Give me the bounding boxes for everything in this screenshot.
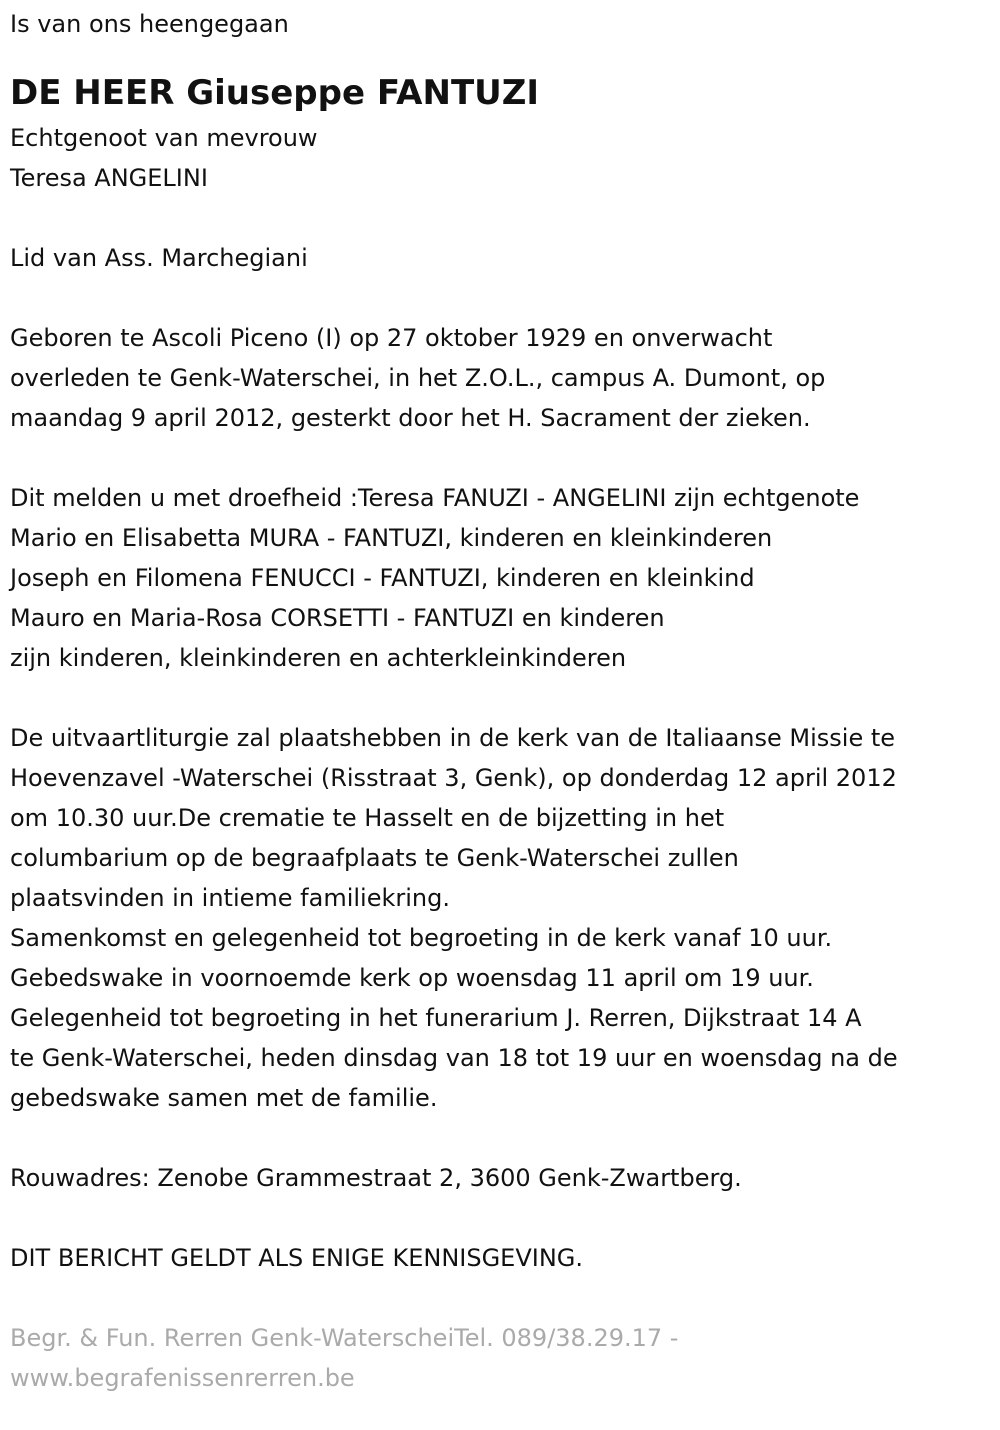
- birth-death-line: Geboren te Ascoli Piceno (I) op 27 oktober 1929 en onverwacht: [10, 324, 773, 352]
- membership-text: Lid van Ass. Marchegiani: [10, 244, 308, 272]
- funeral-line: De uitvaartliturgie zal plaatshebben in de kerk van de Italiaanse Missie te: [10, 724, 896, 752]
- footer-website-link[interactable]: www.begrafenissenrerren.be: [10, 1364, 355, 1392]
- funeral-block: [10, 718, 990, 1118]
- family-line: Joseph en Filomena FENUCCI - FANTUZI, kinderen en kleinkind: [10, 564, 755, 592]
- birth-death-block: [10, 318, 990, 438]
- funeral-line: Gelegenheid tot begroeting in het funerarium J. Rerren, Dijkstraat 14 A: [10, 1004, 862, 1032]
- spouse-line: Echtgenoot van mevrouw: [10, 124, 318, 152]
- family-line: Dit melden u met droefheid :Teresa FANUZI - ANGELINI zijn echtgenote: [10, 484, 860, 512]
- funeral-line: columbarium op de begraafplaats te Genk-Waterschei zullen: [10, 844, 739, 872]
- funeral-line: Gebedswake in voornoemde kerk op woensdag 11 april om 19 uur.: [10, 964, 814, 992]
- birth-death-line: maandag 9 april 2012, gesterkt door het H. Sacrament der zieken.: [10, 404, 811, 432]
- funeral-line: om 10.30 uur.De crematie te Hasselt en de bijzetting in het: [10, 804, 725, 832]
- deceased-name: DE HEER Giuseppe FANTUZI: [10, 73, 540, 113]
- official-notice: DIT BERICHT GELDT ALS ENIGE KENNISGEVING.: [10, 1244, 584, 1272]
- funeral-line: gebedswake samen met de familie.: [10, 1084, 438, 1112]
- family-block: [10, 478, 990, 678]
- spouse-block: [10, 118, 990, 198]
- funeral-line: Samenkomst en gelegenheid tot begroeting in de kerk vanaf 10 uur.: [10, 924, 833, 952]
- family-line: Mario en Elisabetta MURA - FANTUZI, kinderen en kleinkinderen: [10, 524, 773, 552]
- family-line: Mauro en Maria-Rosa CORSETTI - FANTUZI en kinderen: [10, 604, 665, 632]
- footer-line: Begr. & Fun. Rerren Genk-WaterscheiTel. 089/38.29.17 -: [10, 1324, 679, 1352]
- funeral-line: Hoevenzavel -Waterschei (Risstraat 3, Genk), op donderdag 12 april 2012: [10, 764, 897, 792]
- birth-death-line: overleden te Genk-Waterschei, in het Z.O.L., campus A. Dumont, op: [10, 364, 826, 392]
- mourning-address: Rouwadres: Zenobe Grammestraat 2, 3600 Genk-Zwartberg.: [10, 1164, 742, 1192]
- funeral-line: te Genk-Waterschei, heden dinsdag van 18 tot 19 uur en woensdag na de: [10, 1044, 898, 1072]
- intro-text: Is van ons heengegaan: [10, 10, 289, 38]
- spouse-line: Teresa ANGELINI: [10, 164, 208, 192]
- funeral-home-footer: [10, 1318, 990, 1398]
- funeral-line: plaatsvinden in intieme familiekring.: [10, 884, 450, 912]
- family-line: zijn kinderen, kleinkinderen en achterkleinkinderen: [10, 644, 627, 672]
